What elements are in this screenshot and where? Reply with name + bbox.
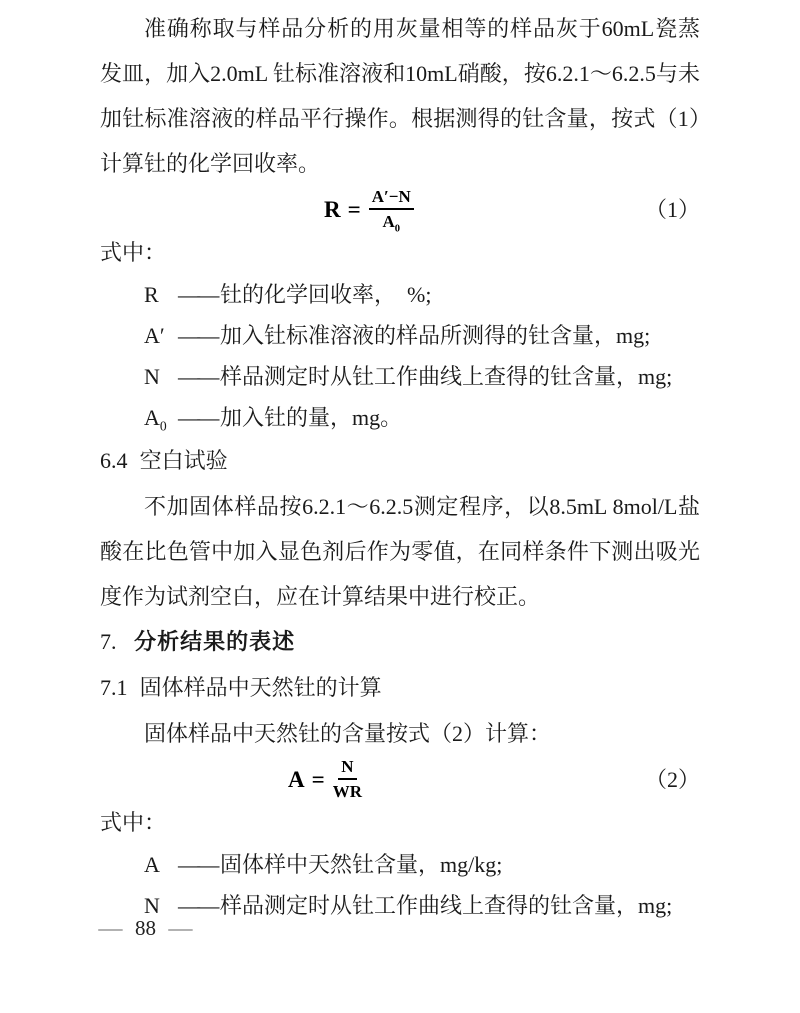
footer-dash-left: —	[98, 916, 123, 940]
definition-text: 样品测定时从钍工作曲线上查得的钍含量，mg;	[220, 364, 673, 389]
definition-text: 样品测定时从钍工作曲线上查得的钍含量，mg;	[220, 893, 673, 918]
formula-1-number: （1）	[644, 196, 700, 222]
section-heading-7	[100, 619, 700, 665]
equals-sign: =	[347, 196, 361, 222]
paragraph-calc-intro: 固体样品中天然钍的含量按式（2）计算：	[144, 721, 552, 746]
definition-text: 加入钍的量，mg。	[220, 405, 403, 430]
where-label-1: 式中：	[100, 240, 167, 265]
definition-text: 固体样中天然钍含量，mg/kg;	[220, 852, 503, 877]
section-title: 空白试验	[139, 448, 228, 473]
formula-2-number: （2）	[644, 766, 700, 792]
section-title: 分析结果的表述	[134, 629, 296, 654]
fraction	[369, 187, 414, 235]
formula-2	[100, 756, 700, 802]
section-title: 固体样品中天然钍的计算	[139, 675, 382, 700]
section-number: 7.	[100, 629, 117, 654]
formula-2-lhs: A	[288, 766, 305, 792]
definition-item	[100, 274, 700, 315]
equals-sign: =	[311, 766, 325, 792]
section-heading-7-1	[100, 665, 700, 711]
definition-item	[100, 397, 700, 438]
footer-dash-right: —	[168, 916, 193, 940]
definition-dash: ——	[178, 852, 217, 877]
fraction-denominator: WR	[332, 782, 363, 801]
definition-dash: ——	[178, 364, 217, 389]
denominator-subscript: 0	[394, 223, 401, 235]
formula-1-lhs: R	[324, 196, 341, 222]
definition-item	[100, 844, 700, 885]
paragraph-blank-test: 不加固体样品按6.2.1～6.2.5测定程序，以8.5mL 8mol/L盐酸在比色管中加入显色剂后作为零值，在同样条件下测出吸光度作为试剂空白，应在计算结果中进行校正。	[100, 494, 700, 609]
definition-symbol: A′	[144, 323, 165, 348]
definition-text: 加入钍标准溶液的样品所测得的钍含量，mg;	[220, 323, 651, 348]
definition-dash: ——	[178, 405, 217, 430]
document-page	[100, 6, 700, 926]
section-number: 6.4	[100, 448, 128, 473]
section-heading-6-4	[100, 438, 700, 484]
definition-symbol-subscript: 0	[159, 418, 167, 434]
definition-item	[100, 315, 700, 356]
where-label-2: 式中：	[100, 810, 167, 835]
definition-symbol: $A_0$	[144, 405, 167, 434]
definition-symbol: A	[144, 852, 160, 877]
definition-symbol: N	[144, 364, 160, 389]
definition-dash: ——	[178, 282, 217, 307]
definition-dash: ——	[178, 323, 217, 348]
definition-item	[100, 356, 700, 397]
page-number: 88	[135, 916, 156, 940]
definition-dash: ——	[178, 893, 217, 918]
section-number: 7.1	[100, 675, 128, 700]
page-footer	[100, 916, 191, 941]
definition-symbol: N	[144, 893, 160, 918]
formula-2-expression	[288, 757, 362, 802]
fraction-numerator: N	[338, 757, 356, 780]
definition-symbol: R	[144, 282, 159, 307]
fraction	[333, 757, 362, 801]
paragraph-recovery-method: 准确称取与样品分析的用灰量相等的样品灰于60mL瓷蒸发皿，加入2.0mL 钍标准溶液和10mL硝酸，按6.2.1～6.2.5与未加钍标准溶液的样品平行操作。根据测得的钍含量，按式（1）计算钍的化学回收率。	[100, 16, 700, 176]
fraction-denominator: $A_0$	[382, 212, 401, 235]
formula-1-expression	[324, 187, 414, 235]
formula-1	[100, 186, 700, 235]
fraction-numerator: A′−N	[369, 187, 414, 210]
definition-text: 钍的化学回收率， %;	[220, 282, 432, 307]
